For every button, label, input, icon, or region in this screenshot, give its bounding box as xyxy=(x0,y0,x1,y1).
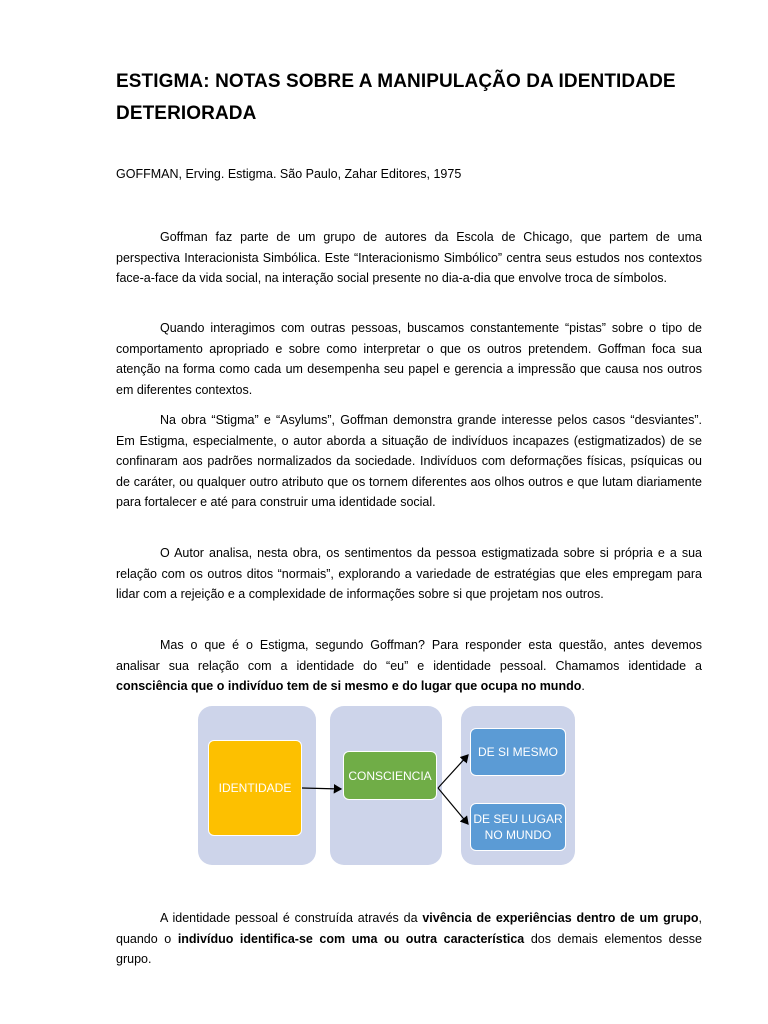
paragraph-6-bold-2: indivíduo identifica-se com uma ou outra característica xyxy=(177,931,525,946)
node-consciencia: CONSCIENCIA xyxy=(343,751,437,800)
paragraph-5 xyxy=(116,635,702,697)
node-identidade: IDENTIDADE xyxy=(208,740,302,836)
paragraph-2: Quando interagimos com outras pessoas, buscamos constantemente “pistas” sobre o tipo de comportamento apropriado e sobre como interpretar o que os outros pretendem. Goffman foca sua atenção na forma como cada um desempenha seu papel e gerencia a impressão que causa nos outros em diferentes contextos. xyxy=(116,321,702,397)
paragraph-6 xyxy=(116,908,702,970)
document-title: ESTIGMA: NOTAS SOBRE A MANIPULAÇÃO DA IDENTIDADE DETERIORADA xyxy=(116,71,676,124)
arrow-consciencia-si-mesmo xyxy=(438,755,468,788)
paragraph-6-part-3: dos demais elementos desse grupo. xyxy=(116,931,702,967)
paragraph-6-part-1: A identidade pessoal é construída através da xyxy=(160,911,423,925)
paragraph-5-bold: consciência que o indivíduo tem de si mesmo e do lugar que ocupa no mundo xyxy=(116,679,582,694)
node-de-seu-lugar-no-mundo: DE SEU LUGAR NO MUNDO xyxy=(470,803,566,851)
paragraph-4: O Autor analisa, nesta obra, os sentimentos da pessoa estigmatizada sobre si própria e a sua relação com os outros ditos “normais”, explorando a variedade de estratégias que eles empregam para lidar com a rejeição e a complexidade de informações sobre si que projetam nos outros. xyxy=(116,546,702,602)
node-de-si-mesmo: DE SI MESMO xyxy=(470,728,566,776)
paragraph-1: Goffman faz parte de um grupo de autores da Escola de Chicago, que partem de uma perspectiva Interacionista Simbólica. Este “Interacionismo Simbólico” centra seus estudos nos contextos face-a-face da vida social, na interação social presente no dia-a-dia que envolve troca de símbolos. xyxy=(116,230,702,286)
paragraph-5-end: . xyxy=(581,679,585,694)
bibliographic-reference: GOFFMAN, Erving. Estigma. São Paulo, Zahar Editores, 1975 xyxy=(116,167,462,181)
paragraph-3: Na obra “Stigma” e “Asylums”, Goffman demonstra grande interesse pelos casos “desviantes”. Em Estigma, especialmente, o autor aborda a situação de indivíduos incapazes (estigmatizados) de se confinaram aos padrões normalizados da sociedade. Indivíduos com deformações físicas, psíquicas ou de caráter, ou qualquer outro atributo que os tornem diferentes aos olhos outros e que lutam diariamente para fortalecer e até para construir uma identidade social. xyxy=(116,413,702,510)
arrow-identidade-consciencia xyxy=(302,788,341,789)
paragraph-5-text: Mas o que é o Estigma, segundo Goffman? Para responder esta questão, antes devemos analisar sua relação com a identidade do “eu” e identidade pessoal. Chamamos identidade a xyxy=(116,638,702,673)
arrow-consciencia-lugar xyxy=(438,788,468,824)
paragraph-6-bold-1: vivência de experiências dentro de um grupo xyxy=(422,911,699,925)
identity-diagram xyxy=(198,706,578,866)
paragraph-6-part-2: , quando o xyxy=(116,911,703,946)
